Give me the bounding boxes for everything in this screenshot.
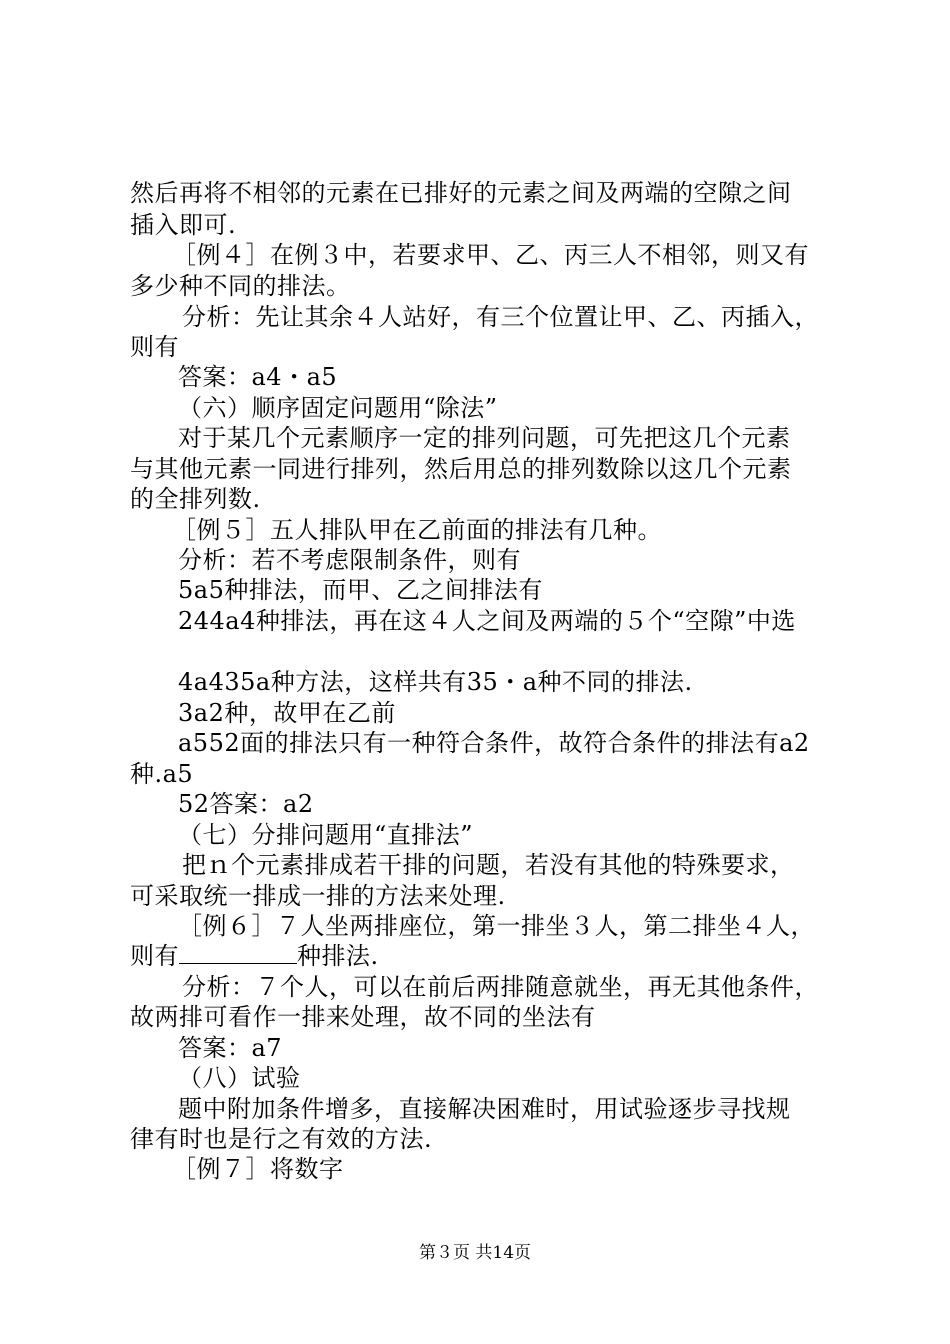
text-line: 题中附加条件增多，直接解决困难时，用试验逐步寻找规 bbox=[178, 1095, 791, 1123]
text-line: ［例７］将数字 bbox=[172, 1155, 344, 1183]
text-line: 种.a5 bbox=[130, 760, 194, 788]
text-line: 分析：７个人，可以在前后两排随意就坐，再无其他条件， bbox=[182, 973, 819, 1001]
text-line: ［例５］五人排队甲在乙前面的排法有几种。 bbox=[172, 516, 662, 544]
text-line: 故两排可看作一排来处理，故不同的坐法有 bbox=[130, 1003, 596, 1031]
text-line: 然后再将不相邻的元素在已排好的元素之间及两端的空隙之间 bbox=[130, 179, 792, 207]
text-line: 分析：先让其余４人站好，有三个位置让甲、乙、丙插入， bbox=[182, 303, 819, 331]
section-heading: （六）顺序固定问题用“除法” bbox=[178, 394, 498, 422]
text-fragment: 则有 bbox=[130, 942, 179, 970]
text-line bbox=[130, 941, 379, 971]
text-line: 与其他元素一同进行排列，然后用总的排列数除以这几个元素 bbox=[130, 455, 792, 483]
text-line: 则有 bbox=[130, 333, 179, 361]
text-line: ［例４］在例３中，若要求甲、乙、丙三人不相邻，则又有 bbox=[172, 241, 809, 269]
section-heading: （八）试验 bbox=[178, 1064, 301, 1092]
section-heading: （七）分排问题用“直排法” bbox=[178, 821, 474, 849]
text-line: 插入即可. bbox=[130, 211, 237, 239]
text-line: ［例６］７人坐两排座位，第一排坐３人，第二排坐４人， bbox=[178, 912, 815, 940]
text-line: 3a2种，故甲在乙前 bbox=[178, 699, 396, 727]
text-line: 对于某几个元素顺序一定的排列问题，可先把这几个元素 bbox=[178, 424, 791, 452]
text-line: 多少种不同的排法。 bbox=[130, 272, 351, 300]
text-line: 5a5种排法，而甲、乙之间排法有 bbox=[178, 576, 543, 604]
text-fragment: 种排法. bbox=[297, 942, 379, 970]
text-line: 把ｎ个元素排成若干排的问题，若没有其他的特殊要求， bbox=[182, 851, 795, 879]
text-line: 分析：若不考虑限制条件，则有 bbox=[178, 546, 521, 574]
text-line: 律有时也是行之有效的方法. bbox=[130, 1125, 433, 1153]
text-line: 可采取统一排成一排的方法来处理. bbox=[130, 882, 506, 910]
text-line: 答案：a7 bbox=[178, 1034, 283, 1062]
text-line: 答案：a4・a5 bbox=[178, 363, 338, 391]
text-line: 52答案：a2 bbox=[178, 790, 314, 818]
page-footer: 第３页 共14页 bbox=[418, 1243, 532, 1263]
text-line: 4a435a种方法，这样共有35・a种不同的排法. bbox=[178, 668, 693, 696]
fill-in-blank bbox=[179, 941, 297, 964]
text-line: a552面的排法只有一种符合条件，故符合条件的排法有a2 bbox=[178, 729, 810, 757]
text-line: 的全排列数. bbox=[130, 485, 261, 513]
text-line: 244a4种排法，再在这４人之间及两端的５个“空隙”中选 bbox=[178, 607, 796, 635]
